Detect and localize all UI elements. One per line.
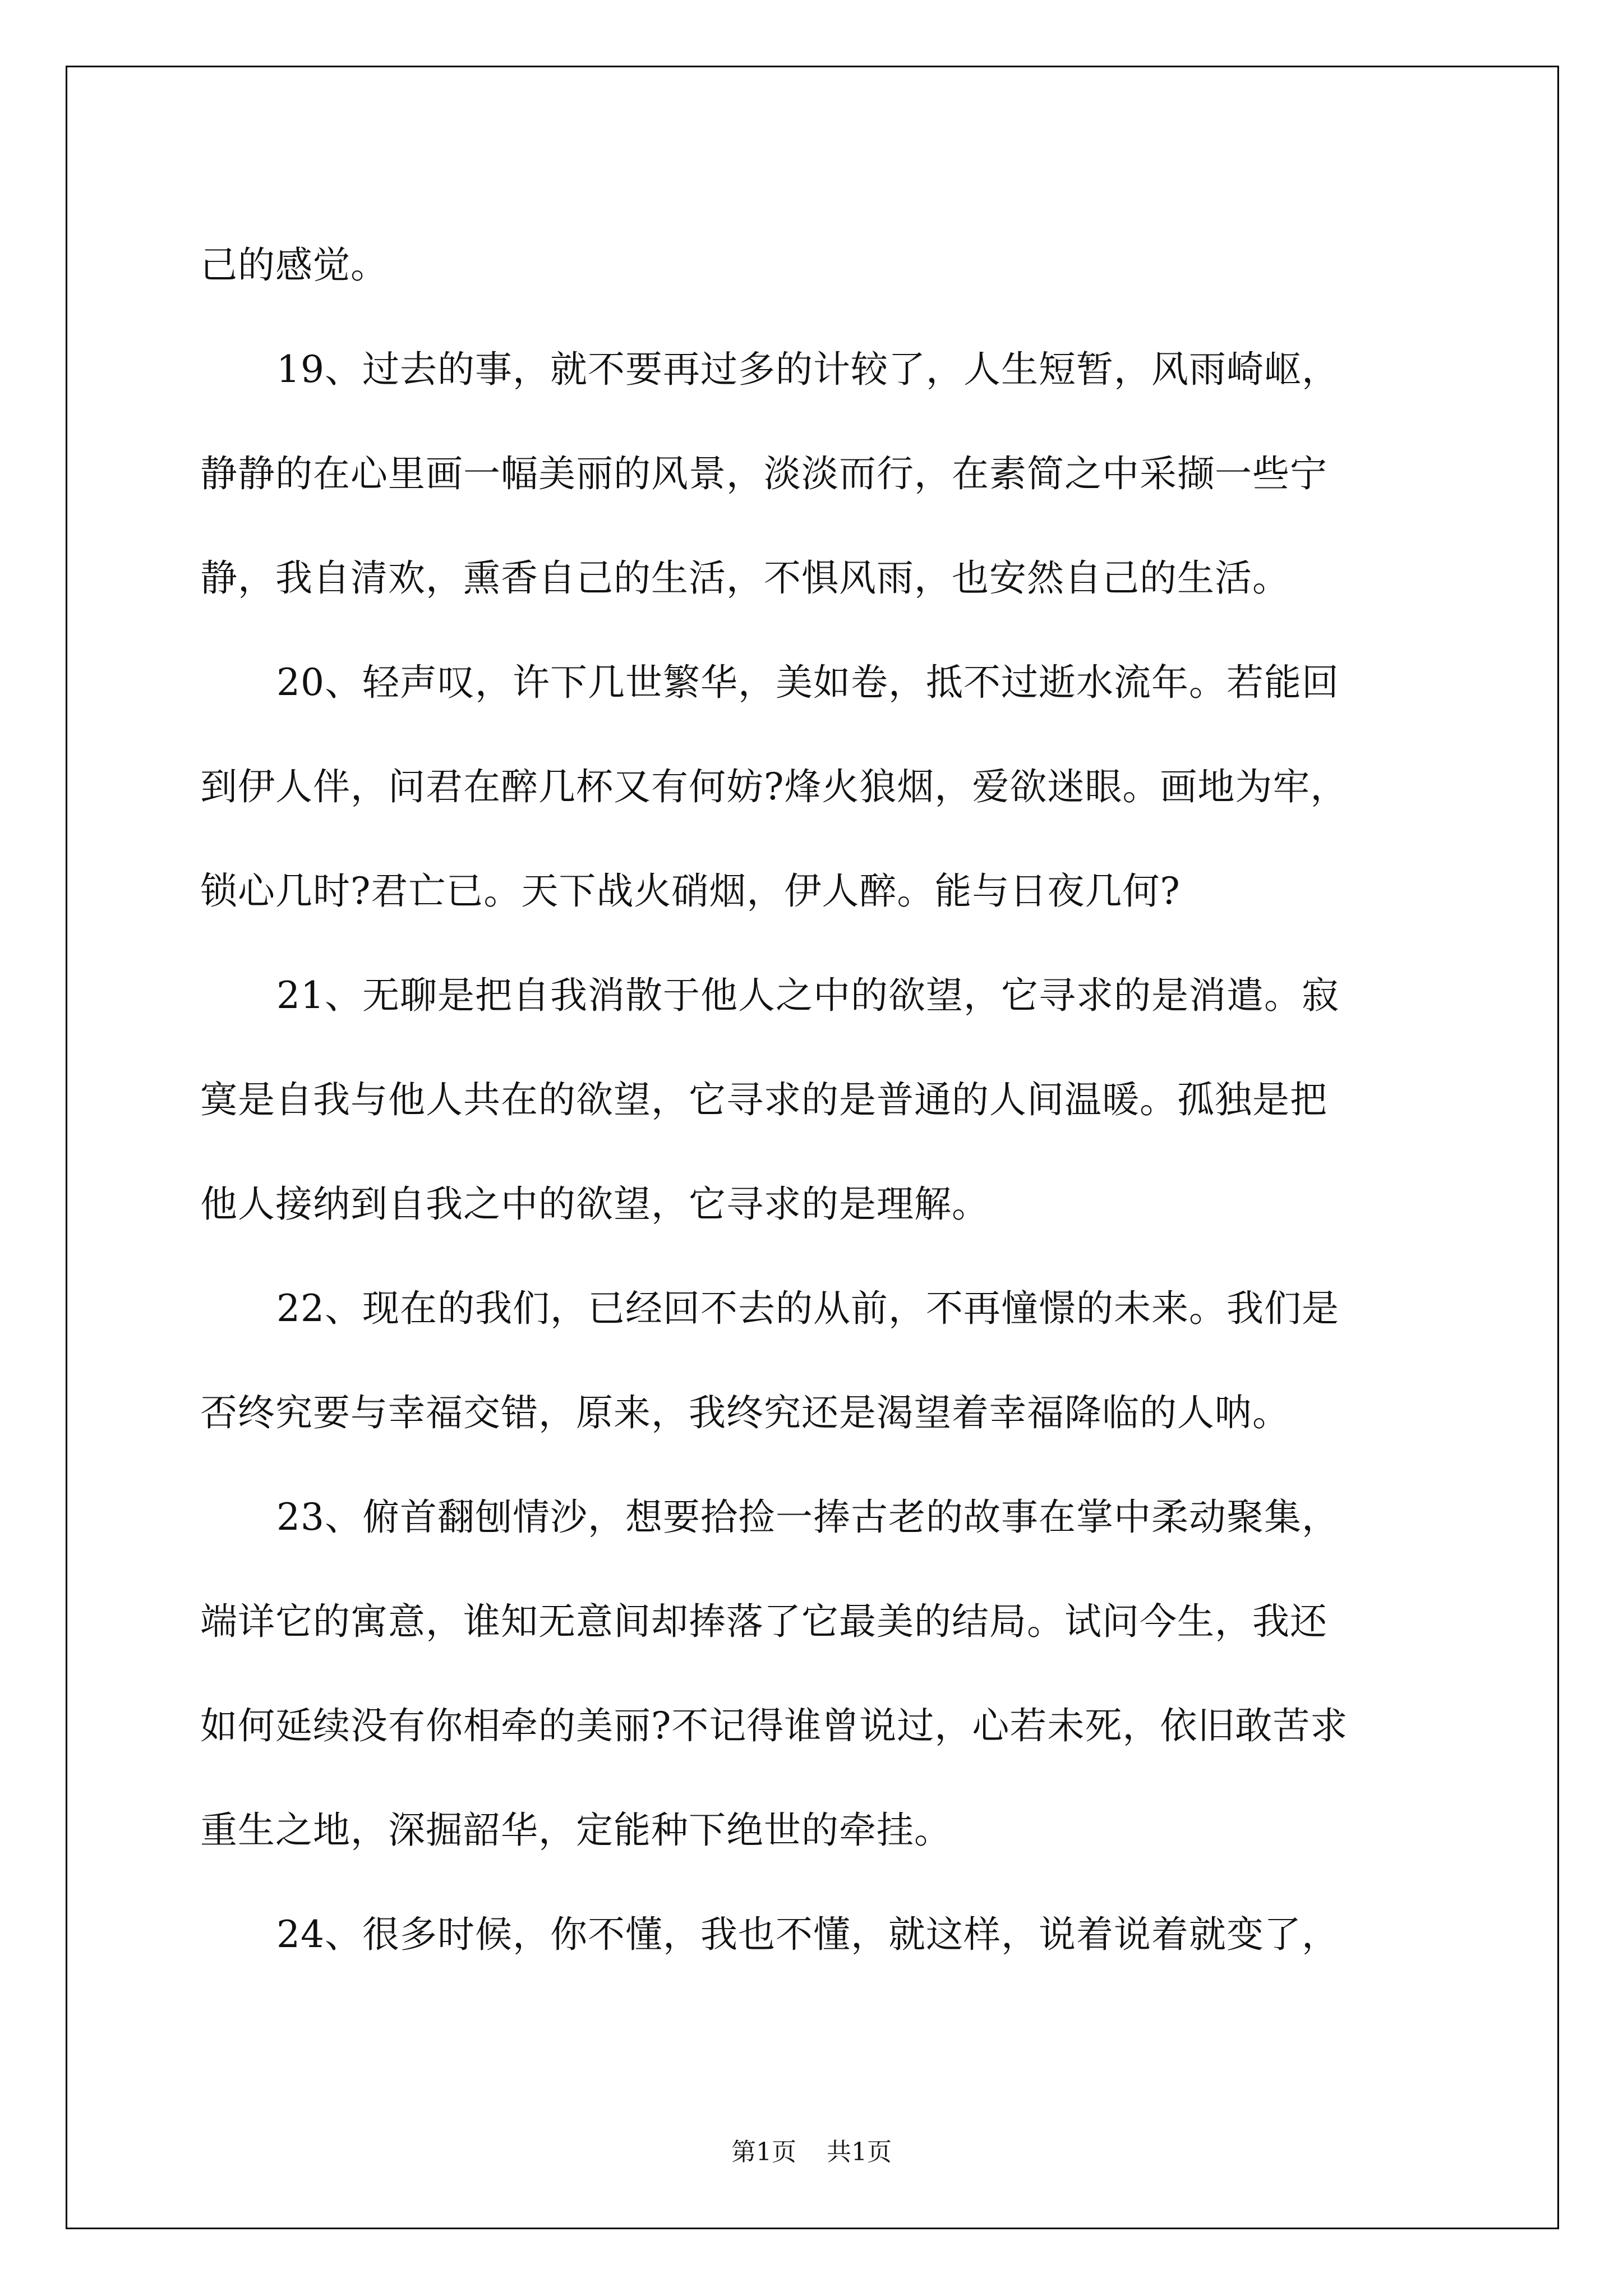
paragraph bbox=[200, 1257, 1434, 1465]
page-number: 第1页 bbox=[731, 2138, 796, 2166]
text-line: 23、俯首翻刨情沙，想要拾捡一捧古老的故事在掌中柔动聚集， bbox=[276, 1496, 1339, 1539]
text-line: 寞是自我与他人共在的欲望，它寻求的是普通的人间温暖。孤独是把 bbox=[200, 1078, 1327, 1121]
text-line: 21、无聊是把自我消散于他人之中的欲望，它寻求的是消遣。寂 bbox=[276, 974, 1339, 1017]
text-line: 20、轻声叹，许下几世繁华，美如卷，抵不过逝水流年。若能回 bbox=[276, 661, 1339, 704]
text-line: 否终究要与幸福交错，原来，我终究还是渴望着幸福降临的人呐。 bbox=[200, 1391, 1290, 1434]
text-line: 24、很多时候，你不懂，我也不懂，就这样，说着说着就变了， bbox=[276, 1913, 1339, 1956]
text-line: 他人接纳到自我之中的欲望，它寻求的是理解。 bbox=[200, 1182, 989, 1226]
text-line: 22、现在的我们，已经回不去的从前，不再憧憬的未来。我们是 bbox=[276, 1287, 1339, 1330]
page-total: 共1页 bbox=[827, 2138, 892, 2166]
paragraph bbox=[200, 631, 1434, 944]
text-line: 19、过去的事，就不要再过多的计较了，人生短暂，风雨崎岖， bbox=[276, 348, 1339, 391]
paragraph bbox=[200, 1883, 1434, 1987]
paragraph bbox=[200, 1465, 1434, 1883]
text-line: 端详它的寓意，谁知无意间却捧落了它最美的结局。试问今生，我还 bbox=[200, 1600, 1327, 1643]
text-line: 静静的在心里画一幅美丽的风景，淡淡而行，在素简之中采撷一些宁 bbox=[200, 452, 1327, 495]
document-body bbox=[200, 213, 1434, 1987]
text-line: 己的感觉。 bbox=[200, 243, 388, 287]
text-line: 重生之地，深掘韶华，定能种下绝世的牵挂。 bbox=[200, 1809, 952, 1852]
paragraph bbox=[200, 944, 1434, 1257]
paragraph bbox=[200, 318, 1434, 631]
page-footer bbox=[0, 2132, 1623, 2168]
text-line: 锁心几时?君亡已。天下战火硝烟，伊人醉。能与日夜几何? bbox=[200, 869, 1181, 913]
paragraph bbox=[200, 213, 1434, 318]
text-line: 静，我自清欢，熏香自己的生活，不惧风雨，也安然自己的生活。 bbox=[200, 556, 1290, 600]
text-line: 如何延续没有你相牵的美丽?不记得谁曾说过，心若未死，依旧敢苦求 bbox=[200, 1704, 1348, 1747]
text-line: 到伊人伴，问君在醉几杯又有何妨?烽火狼烟，爱欲迷眼。画地为牢， bbox=[200, 765, 1348, 808]
